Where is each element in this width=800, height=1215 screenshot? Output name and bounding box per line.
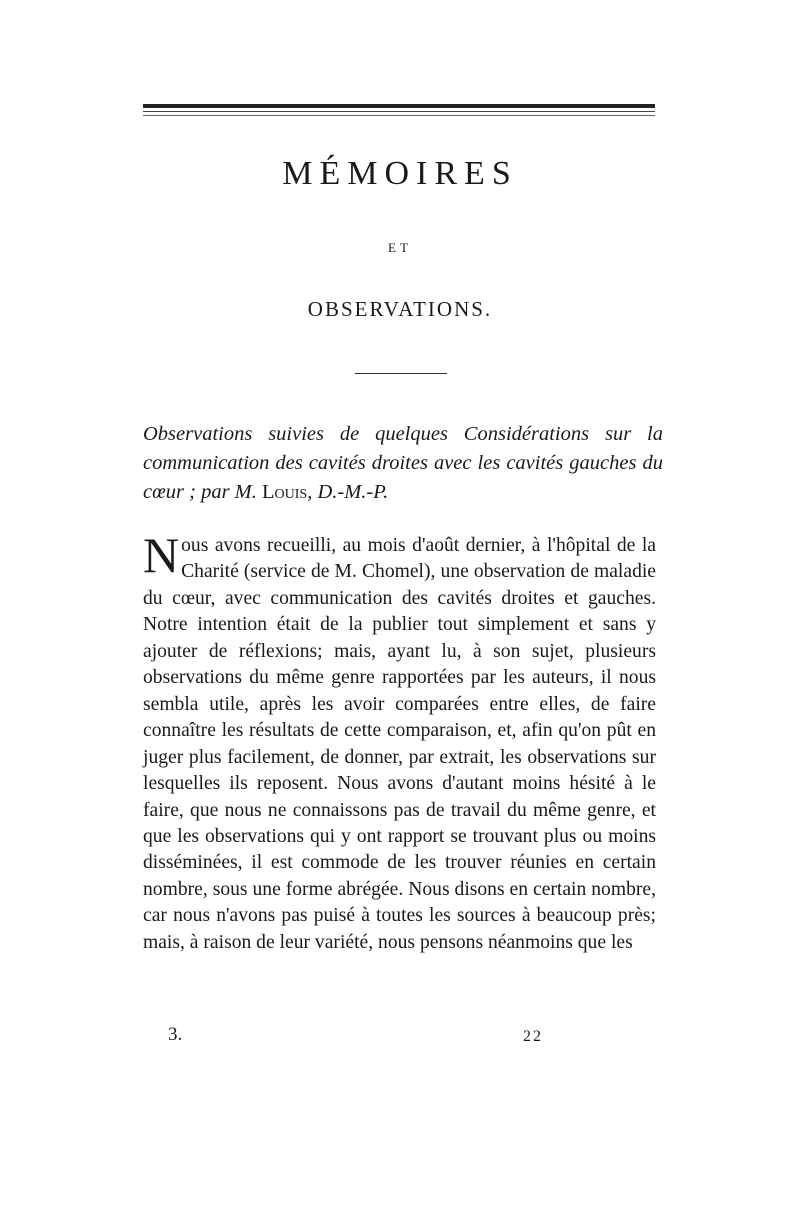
- drop-cap: N: [143, 527, 180, 583]
- section-divider: [355, 373, 447, 374]
- article-heading-text: Observations suivies de quelques Considérations sur la communication des cavités droites avec les cavités gauches du cœur ; par M.: [143, 423, 663, 503]
- body-text: [143, 527, 656, 956]
- body-paragraph: [143, 527, 656, 956]
- paragraph-text: ous avons recueilli, au mois d'août dernier, à l'hôpital de la Charité (service de M. Chomel), une observation de maladie du cœur, avec communication des cavités droites et gauches. Notre intention était de la publier tout simplement et sans y ajouter de réflexions; mais, ayant lu, à son sujet, plusieurs observations du même genre rapportées par les auteurs, il nous sembla utile, après les avoir comparées entre elles, de faire connaître les résultats de cette comparaison, et, afin qu'on pût en juger plus facilement, de donner, par extrait, les observations sur lesquelles ils reposent. Nous avons d'autant moins hésité à le faire, que nous ne connaissons pas de travail du même genre, et que les observations qui y ont rapport se trouvant plus ou moins disséminées, il est commode de les trouver réunies en certain nombre, sous une forme abrégée. Nous disons en certain nombre, car nous n'avons pas puisé à toutes les sources à beaucoup près; mais, à raison de leur variété, nous pensons néanmoins que les: [143, 535, 656, 953]
- signature-mark: 3.: [168, 1024, 183, 1045]
- article-heading: [143, 420, 663, 507]
- page-number: 22: [523, 1028, 543, 1045]
- article-credentials: , D.-M.-P.: [307, 481, 389, 503]
- top-rule: [143, 104, 655, 116]
- page-title: MÉMOIRES: [282, 155, 518, 192]
- page-subtitle: OBSERVATIONS.: [307, 297, 493, 321]
- article-author: Louis: [262, 481, 308, 503]
- title-conjunction: ET: [388, 240, 412, 255]
